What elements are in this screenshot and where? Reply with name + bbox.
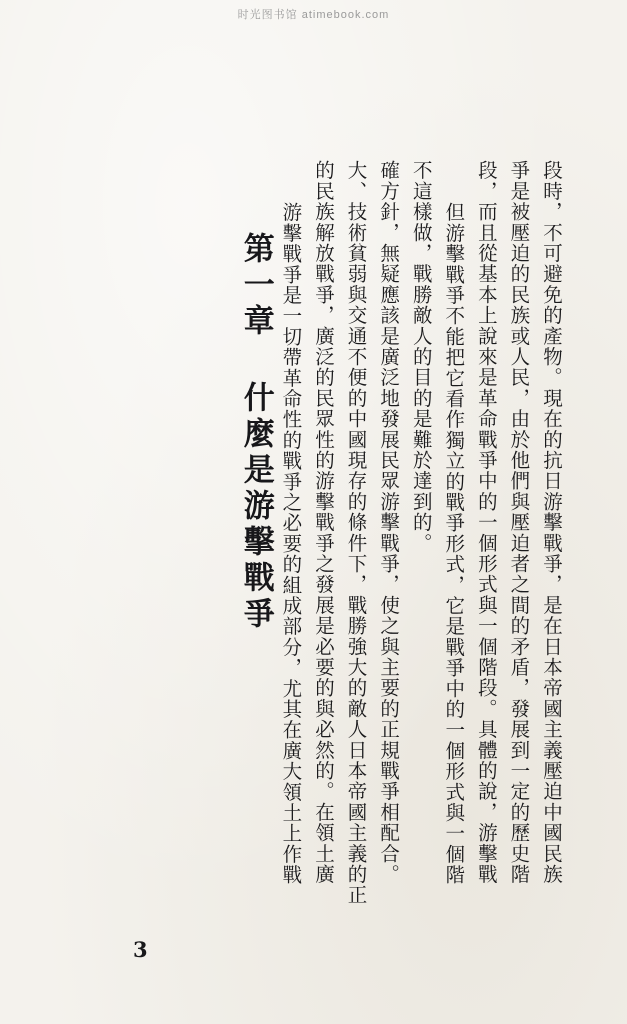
text-column: 段時，不可避免的產物。現在的抗日游擊戰爭，是在日本帝國主義壓迫中國民族 xyxy=(540,160,563,885)
text-column: 游擊戰爭是一切帶革命性的戰爭之必要的組成部分，尤其在廣大領土上作戰 xyxy=(279,202,303,886)
text-column: 大、技術貧弱與交通不便的中國現存的條件下，戰勝強大的敵人日本帝國主義的正 xyxy=(344,160,368,906)
text-column: 確方針，無疑應該是廣泛地發展民眾游擊戰爭，使之與主要的正規戰爭相配合。 xyxy=(377,160,401,885)
chapter-title: 第一章 什麼是游擊戰爭 xyxy=(237,232,274,633)
watermark-text: 时光图书馆 atimebook.com xyxy=(237,9,390,21)
text-column: 但游擊戰爭不能把它看作獨立的戰爭形式，它是戰爭中的一個形式與一個階 xyxy=(442,202,466,886)
text-column: 段，而且從基本上說來是革命戰爭中的一個形式與一個階段。具體的說，游擊戰 xyxy=(474,160,498,885)
page-number: 3 xyxy=(133,937,148,962)
text-column: 爭是被壓迫的民族或人民，由於他們與壓迫者之間的矛盾，發展到一定的歷史階 xyxy=(507,160,531,885)
text-column: 的民族解放戰爭，廣泛的民眾性的游擊戰爭之發展是必要的與必然的。在領土廣 xyxy=(311,160,335,885)
text-column: 不這樣做，戰勝敵人的目的是難於達到的。 xyxy=(409,160,433,554)
vertical-text-block xyxy=(233,160,567,920)
